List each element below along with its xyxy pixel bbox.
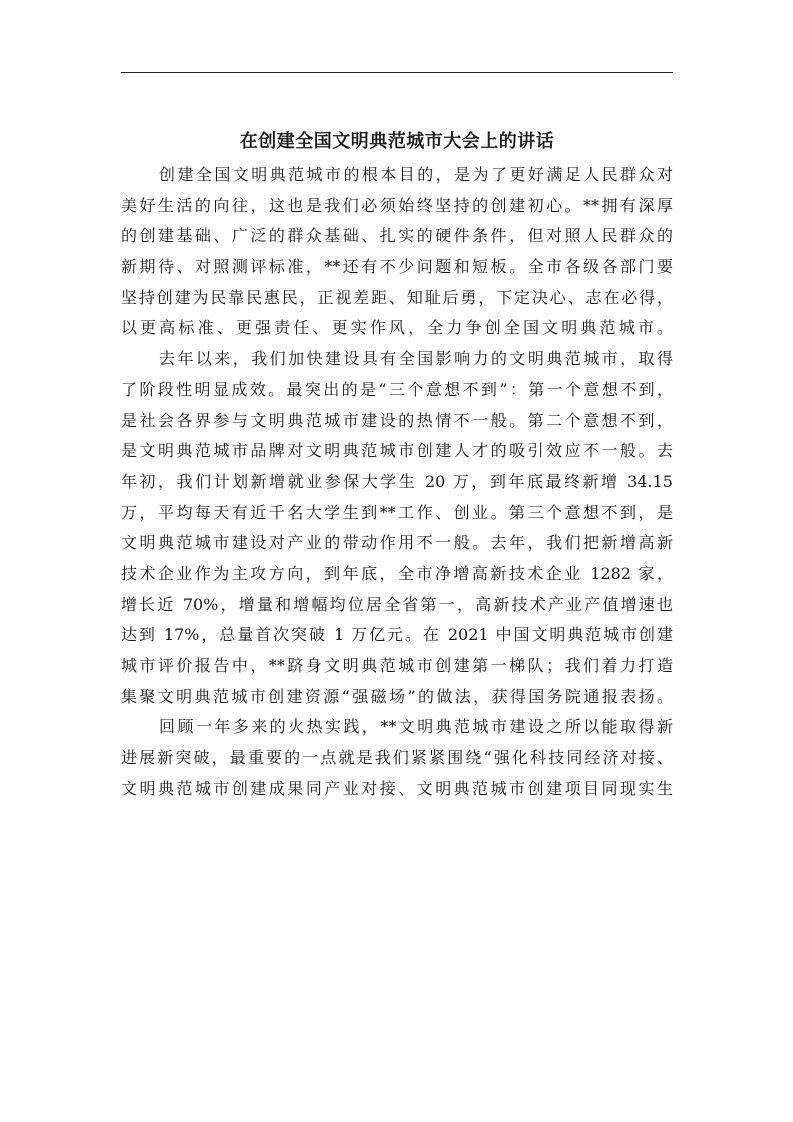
text-line: 了阶段性明显成效。最突出的是“三个意想不到”：第一个意想不到， [121, 379, 673, 399]
text-line: 文明典范城市建设对产业的带动作用不一般。去年，我们把新增高新 [121, 533, 673, 553]
text-line: 新期待、对照测评标准，**还有不少问题和短板。全市各级各部门要 [121, 257, 673, 277]
text-line: 回顾一年多来的火热实践，**文明典范城市建设之所以能取得新 [159, 717, 673, 737]
text-line: 增长近 70%，增量和增幅均位居全省第一，高新技术产业产值增速也 [121, 594, 673, 614]
text-line: 美好生活的向往，这也是我们必须始终坚持的创建初心。**拥有深厚 [121, 195, 673, 215]
text-line: 集聚文明典范城市创建资源“强磁场”的做法，获得国务院通报表扬。 [121, 686, 673, 706]
text-line: 是社会各界参与文明典范城市建设的热情不一般。第二个意想不到， [121, 410, 673, 430]
text-line: 是文明典范城市品牌对文明典范城市创建人才的吸引效应不一般。去 [121, 441, 673, 461]
text-line: 城市评价报告中，**跻身文明典范城市创建第一梯队；我们着力打造 [121, 656, 673, 675]
document-title: 在创建全国文明典范城市大会上的讲话 [239, 131, 555, 152]
text-line: 达到 17%，总量首次突破 1 万亿元。在 2021 中国文明典范城市创建 [121, 625, 673, 645]
text-line: 的创建基础、广泛的群众基础、扎实的硬件条件，但对照人民群众的 [121, 226, 673, 246]
text-line: 万，平均每天有近千名大学生到**工作、创业。第三个意想不到，是 [121, 502, 673, 522]
text-line: 文明典范城市创建成果同产业对接、文明典范城市创建项目同现实生 [121, 778, 673, 798]
text-line: 去年以来，我们加快建设具有全国影响力的文明典范城市，取得 [159, 349, 673, 369]
text-line: 坚持创建为民靠民惠民，正视差距、知耻后勇，下定决心、志在必得， [121, 287, 673, 307]
text-line: 进展新突破，最重要的一点就是我们紧紧围绕“强化科技同经济对接、 [121, 748, 673, 768]
text-line: 创建全国文明典范城市的根本目的，是为了更好满足人民群众对 [159, 165, 673, 184]
text-line: 年初，我们计划新增就业参保大学生 20 万，到年底最终新增 34.15 [121, 471, 673, 491]
paragraph-3 [121, 712, 673, 804]
text-line: 技术企业作为主攻方向，到年底，全市净增高新技术企业 1282 家， [121, 563, 673, 583]
paragraph-1 [121, 160, 673, 344]
header-rule [121, 72, 673, 73]
text-line: 以更高标准、更强责任、更实作风，全力争创全国文明典范城市。 [121, 318, 673, 338]
paragraph-2 [121, 344, 673, 712]
document-body [121, 160, 673, 804]
